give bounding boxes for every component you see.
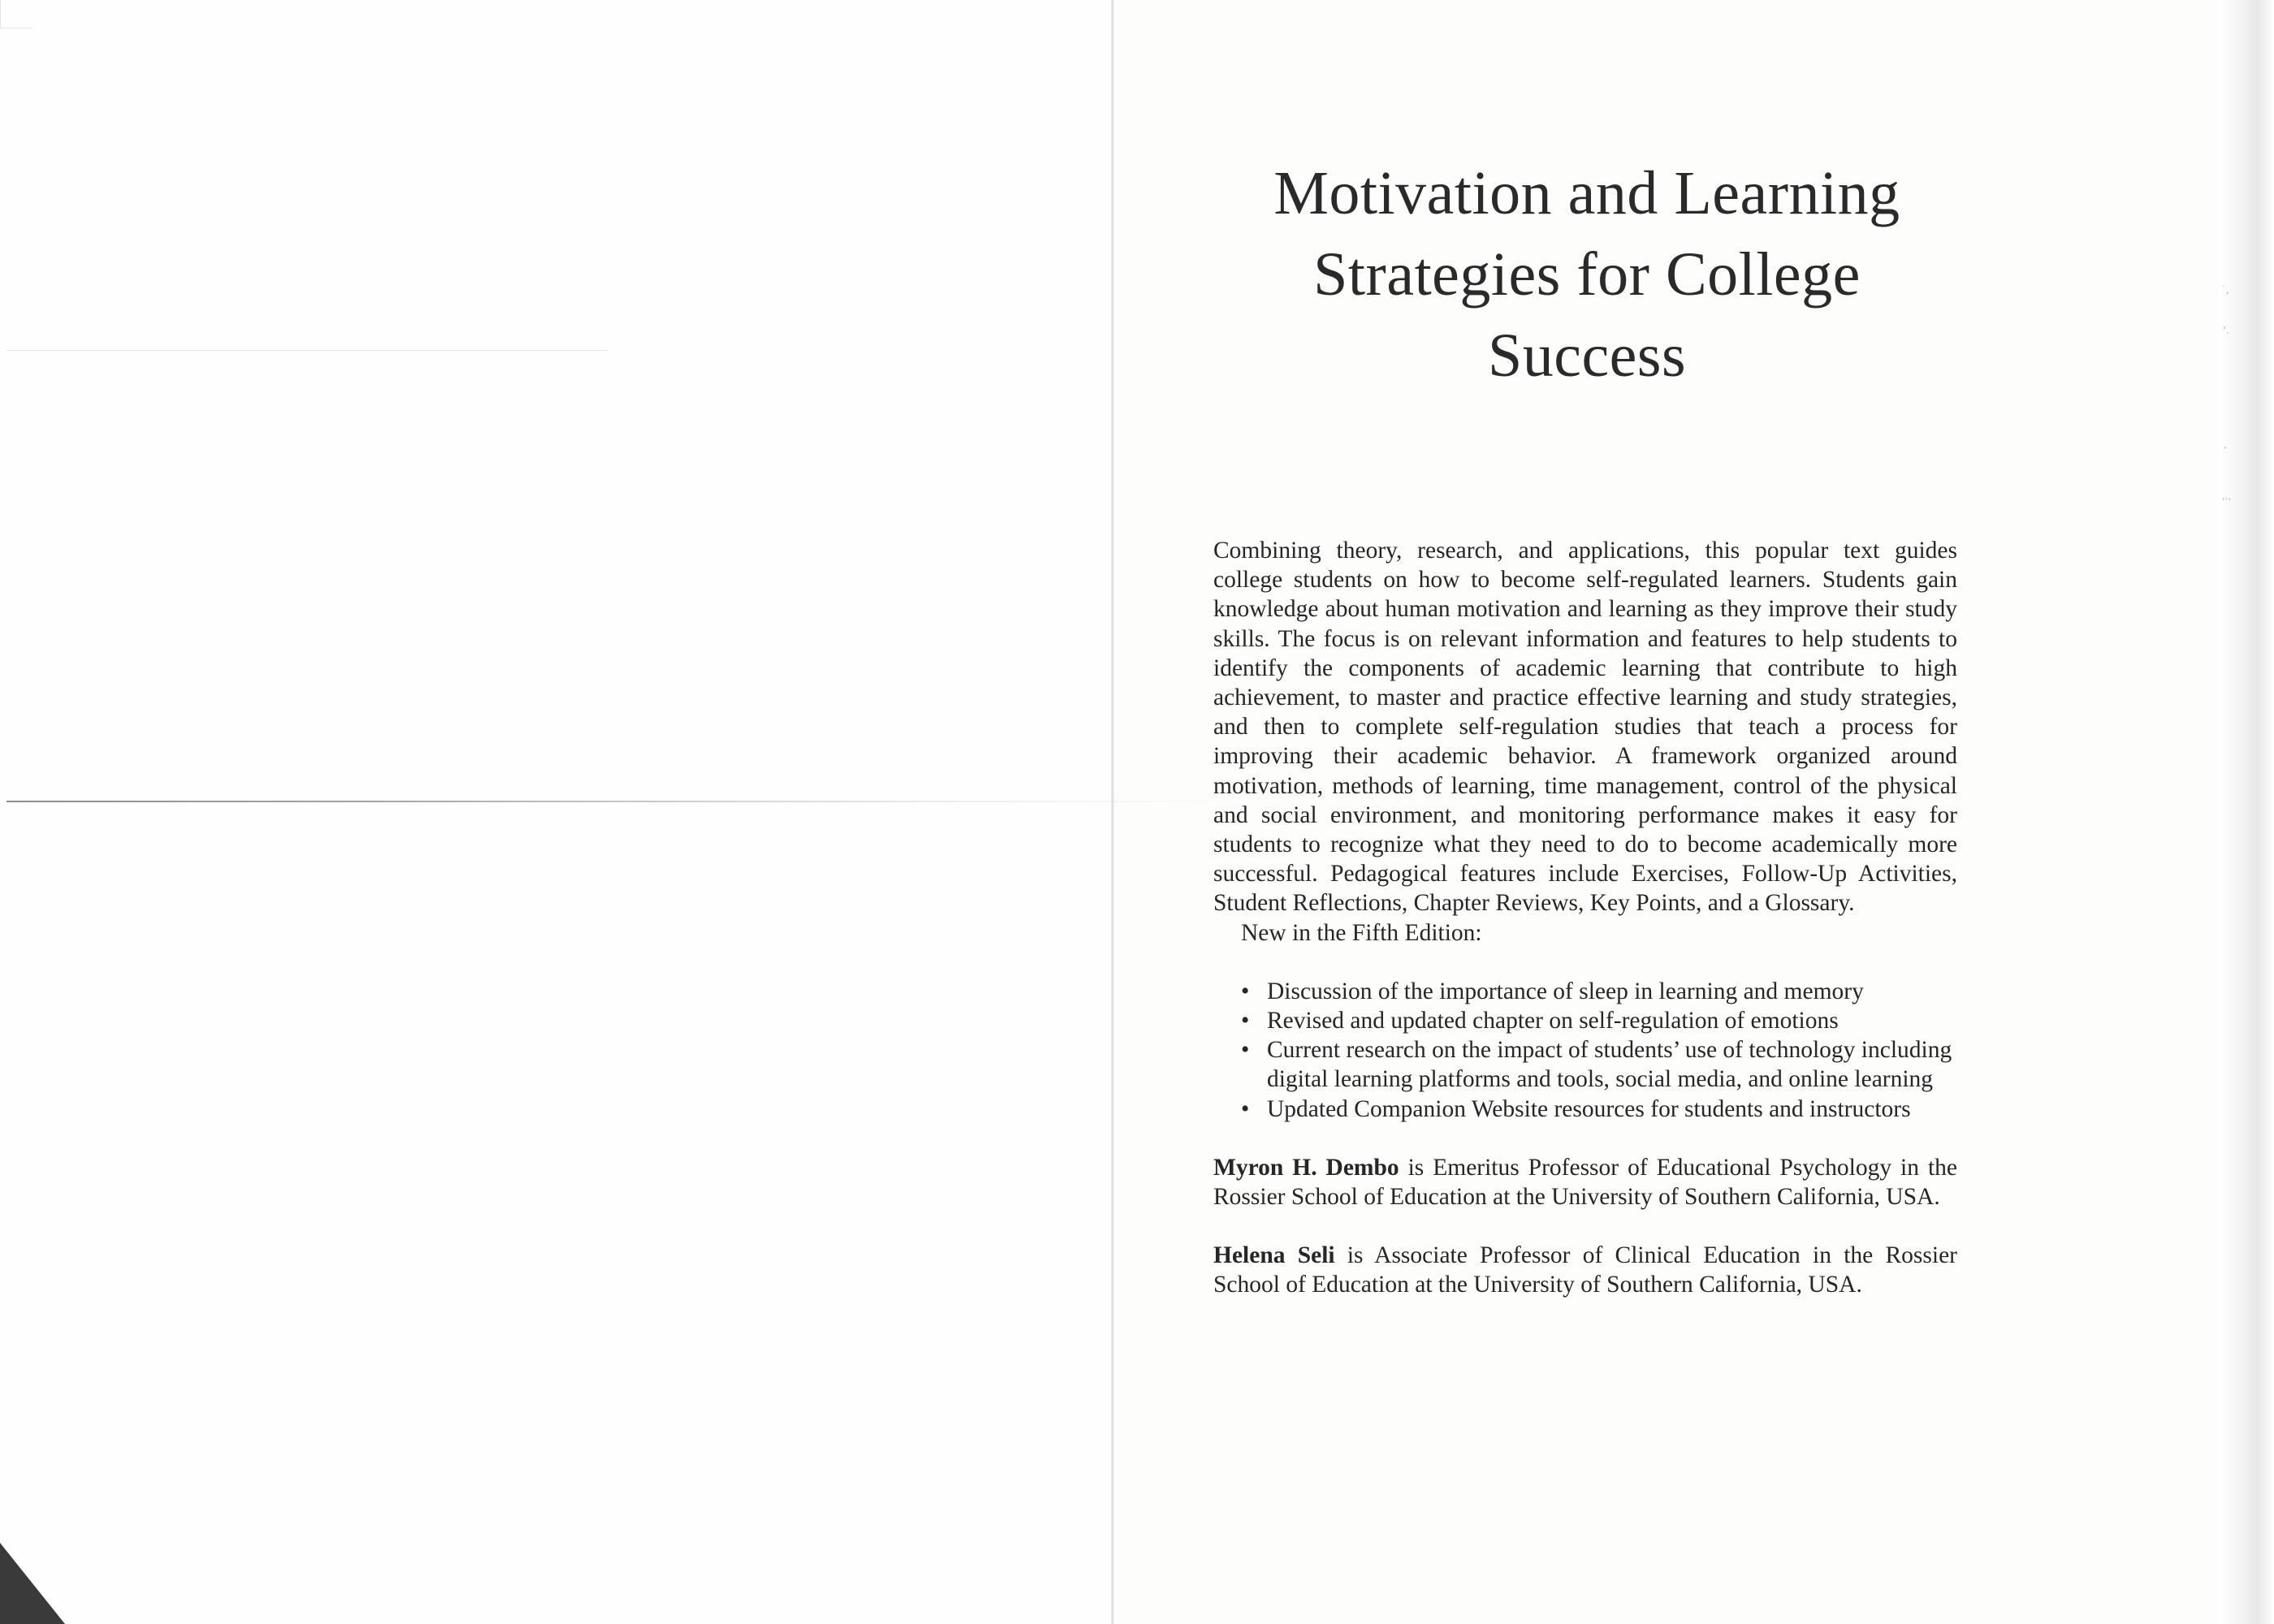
title-line-1: Motivation and Learning <box>1273 159 1900 227</box>
title-line-2: Strategies for College Success <box>1313 240 1861 390</box>
scan-corner-mark <box>0 0 33 28</box>
scan-artifact-line <box>6 801 1257 802</box>
book-description: Combining theory, research, and applications, this popular text guides college students on how to become self-regulated learners. Students gain knowledge about human motivation and learning as they improve their study skills. The focus is on relevant information and features to help students to identify the components of academic learning that contribute to high achievement, to master and practice effective learning and study strategies, and then to complete self-regulation studies that teach a process for improving their academic behavior. A framework organized around motivation, methods of learning, time management, control of the physical and social environment, and monitoring performance makes it easy for students to recognize what they need to do to become academically more successful. Pedagogical features include Exercises, Follow-Up Activities, Student Reflections, Chapter Reviews, Key Points, and a Glossary. <box>1213 538 1957 917</box>
page-edge-shadow <box>2219 0 2274 1624</box>
author-bio-text: is Associate Professor of Clinical Education in the Rossier School of Education at the University of Southern California, USA. <box>1213 1242 1957 1298</box>
book-title <box>1213 153 1961 396</box>
blank-left-page <box>0 0 1113 1624</box>
bullet-icon: • <box>1241 1095 1250 1122</box>
new-edition-list <box>1213 977 1957 1124</box>
list-item <box>1213 1095 1957 1124</box>
list-item-text: Revised and updated chapter on self-regulation of emotions <box>1267 1008 1839 1034</box>
new-edition-heading: New in the Fifth Edition: <box>1241 919 1482 946</box>
list-item-text: Current research on the impact of students’ use of technology including digital learning platforms and tools, social media, and online learning <box>1267 1037 1952 1093</box>
scan-speck: ˙, <box>2221 284 2229 296</box>
bullet-icon: • <box>1241 1037 1250 1064</box>
author-name: Helena Seli <box>1213 1242 1335 1269</box>
author-name: Myron H. Dembo <box>1213 1154 1399 1181</box>
author-bio-seli <box>1213 1241 1957 1299</box>
bullet-icon: • <box>1241 978 1250 1004</box>
scan-speck: ,., <box>2222 490 2232 502</box>
bullet-icon: • <box>1241 1008 1250 1034</box>
scan-corner-shadow <box>0 1543 65 1624</box>
back-cover-page <box>1213 0 1961 1624</box>
scan-speck: ’ <box>2224 445 2227 456</box>
cover-copy <box>1213 536 1957 1300</box>
list-item-text: Discussion of the importance of sleep in learning and memory <box>1267 978 1864 1004</box>
scan-artifact-line <box>6 350 607 351</box>
list-item <box>1213 1006 1957 1035</box>
author-bio-text: is Emeritus Professor of Educational Psychology in the Rossier School of Education at the University of Southern California, USA. <box>1213 1154 1957 1211</box>
author-bio-dembo <box>1213 1153 1957 1212</box>
scan-speck: ‘. <box>2223 325 2229 336</box>
list-item <box>1213 1035 1957 1094</box>
list-item-text: Updated Companion Website resources for students and instructors <box>1267 1095 1911 1122</box>
list-item <box>1213 977 1957 1006</box>
book-gutter <box>1111 0 1114 1624</box>
